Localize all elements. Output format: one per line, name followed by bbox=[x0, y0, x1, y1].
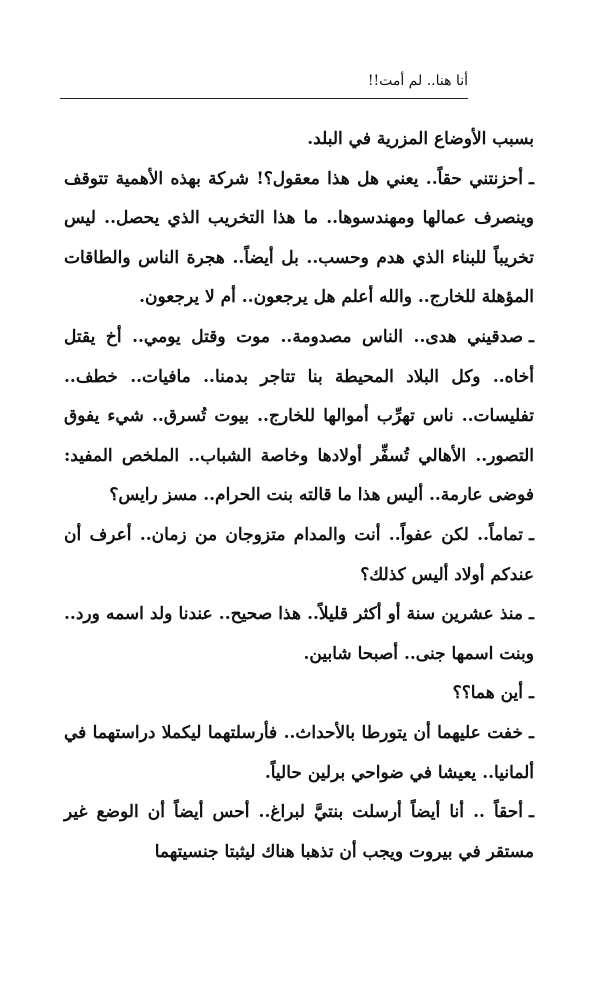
paragraph-1 bbox=[64, 120, 534, 160]
paragraph-8 bbox=[64, 793, 534, 872]
running-header bbox=[60, 70, 468, 99]
dialogue-dash: ـ bbox=[529, 326, 534, 347]
dialogue-dash: ـ bbox=[529, 683, 534, 704]
running-title: أنا هنا.. لم أمت!! bbox=[367, 73, 468, 89]
paragraph-3 bbox=[64, 318, 534, 516]
body-text bbox=[64, 120, 534, 872]
paragraph-text: صدقيني هدى.. الناس مصدومة.. موت وقتل يومي.. أخ يقتل أخاه.. وكل البلاد المحيطة بنا تتاجر بدمنا.. مافيات.. خطف.. تفليسات.. ناس تهرِّب أموالها للخارج.. بيوت تُسرق.. شيء يفوق التصور.. الأهالي تُسفِّر أولادها وخاصة الشباب.. الملخص المفيد: فوضى عارمة.. أليس هذا ما قالته بنت الحرام.. مسز رايس؟ bbox=[64, 326, 534, 506]
dialogue-dash: ـ bbox=[529, 802, 534, 823]
paragraph-text: أحقاً .. أنا أيضاً أرسلت بنتيَّ لبراغ.. أحس أيضاً أن الوضع غير مستقر في بيروت ويجب أن تذهبا هناك ليثبتا جنسيتهما bbox=[64, 802, 534, 862]
paragraph-6 bbox=[64, 674, 534, 714]
paragraph-5 bbox=[64, 595, 534, 674]
dialogue-dash: ـ bbox=[529, 524, 534, 545]
paragraph-text: أحزنتني حقاً.. يعني هل هذا معقول؟! شركة بهذه الأهمية تتوقف وينصرف عمالها ومهندسوها.. ما هذا التخريب الذي يحصل.. ليس تخريباً للبناء الذي هدم وحسب.. بل أيضاً.. هجرة الناس والطاقات المؤهلة للخارج.. والله أعلم هل يرجعون.. أم لا يرجعون. bbox=[64, 168, 534, 308]
paragraph-text: أين هما؟؟ bbox=[452, 683, 524, 704]
paragraph-text: تماماً.. لكن عفواً.. أنت والمدام متزوجان من زمان.. أعرف أن عندكم أولاد أليس كذلك؟ bbox=[64, 524, 534, 585]
paragraph-text: منذ عشرين سنة أو أكثر قليلاً.. هذا صحيح.. عندنا ولد اسمه ورد.. وبنت اسمها جنى.. أصبحا شابين. bbox=[64, 604, 534, 664]
paragraph-4 bbox=[64, 516, 534, 595]
dialogue-dash: ـ bbox=[529, 722, 534, 743]
paragraph-text: بسبب الأوضاع المزرية في البلد. bbox=[307, 129, 534, 149]
dialogue-dash: ـ bbox=[529, 168, 534, 189]
paragraph-7 bbox=[64, 714, 534, 793]
paragraph-text: خفت عليهما أن يتورطا بالأحداث.. فأرسلتهما ليكملا دراستهما في ألمانيا.. يعيشا في ضواحي برلين حالياً. bbox=[64, 722, 534, 783]
paragraph-2 bbox=[64, 160, 534, 318]
dialogue-dash: ـ bbox=[529, 604, 534, 625]
